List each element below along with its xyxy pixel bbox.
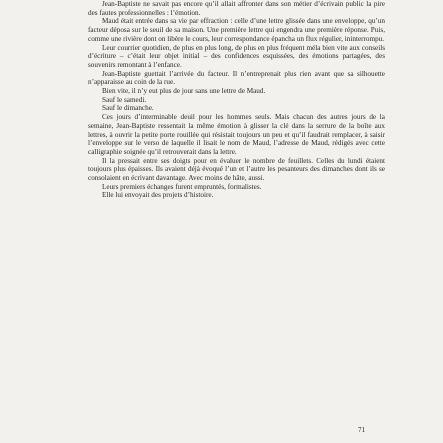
paragraph: Elle lui envoyait des projets d’histoire. [102,191,214,200]
paragraph: Sauf le dimanche. [102,104,154,113]
paragraph: Leurs premiers échanges furent empruntés, formalistes. [102,182,262,191]
paragraph: Il la pressait entre ses doigts pour en évaluer le nombre de feuillets. Celles du lundi étaient toujours plus épaisses. Ils avaient déjà évoqué l’un et l’autre les pesanteurs des dimanches dont ils se consolaient en écrivant davantage. Avec moins de hâte, aussi. [88,156,385,183]
paragraph: Maud était entrée dans sa vie par effraction : celle d’une lettre glissée dans une enveloppe, qu’un facteur déposa sur le seuil de sa maison. Une première lettre qui engendra une première réponse. Puis, comme une rivière dont on libère le cours, leur correspondance épancha un flux régulier, ininterrompu. [88,17,385,43]
paragraph: Leur courrier quotidien, de plus en plus long, de plus en plus fréquent méla bien vite aux conseils d’écriture – c’était leur objet initial – des confidences esquissées, des émotions partagées, des souvenirs remontant à l’enfance. [88,43,385,69]
paragraph: Jean-Baptiste ne savait pas encore qu’il allait affronter dans son métier d’écrivain public la pire des fautes professionnelles : l’émotion. [88,0,385,17]
paragraph: Bien vite, il n’y eut plus de jour sans une lettre de Maud. [102,87,266,96]
page-number: 71 [358,426,366,434]
body-text [88,0,385,200]
paragraph: Sauf le samedi. [102,95,147,104]
paragraph: Ces jours d’interminable deuil pour les hommes seuls. Mais chacun des autres jours de la semaine, Jean-Baptiste ressentait la même émotion à glisser la clé dans la serrure de la boîte aux lettres, à ouvrir la petite porte rouillée qui résistait toujours un peu et qu’il faudrait remplacer, à saisir l’enveloppe sur le verso de laquelle il lisait le nom de Maud, l’adresse de Maud, rédigés avec cette calligraphie soignée qu’il retrouverait dans la lettre. [88,113,385,156]
paragraph: Jean-Baptiste guettait l’arrivée du facteur. Il n’entreprenait plus rien avant que sa silhouette n’apparaisse au coin de la rue. [88,69,385,87]
